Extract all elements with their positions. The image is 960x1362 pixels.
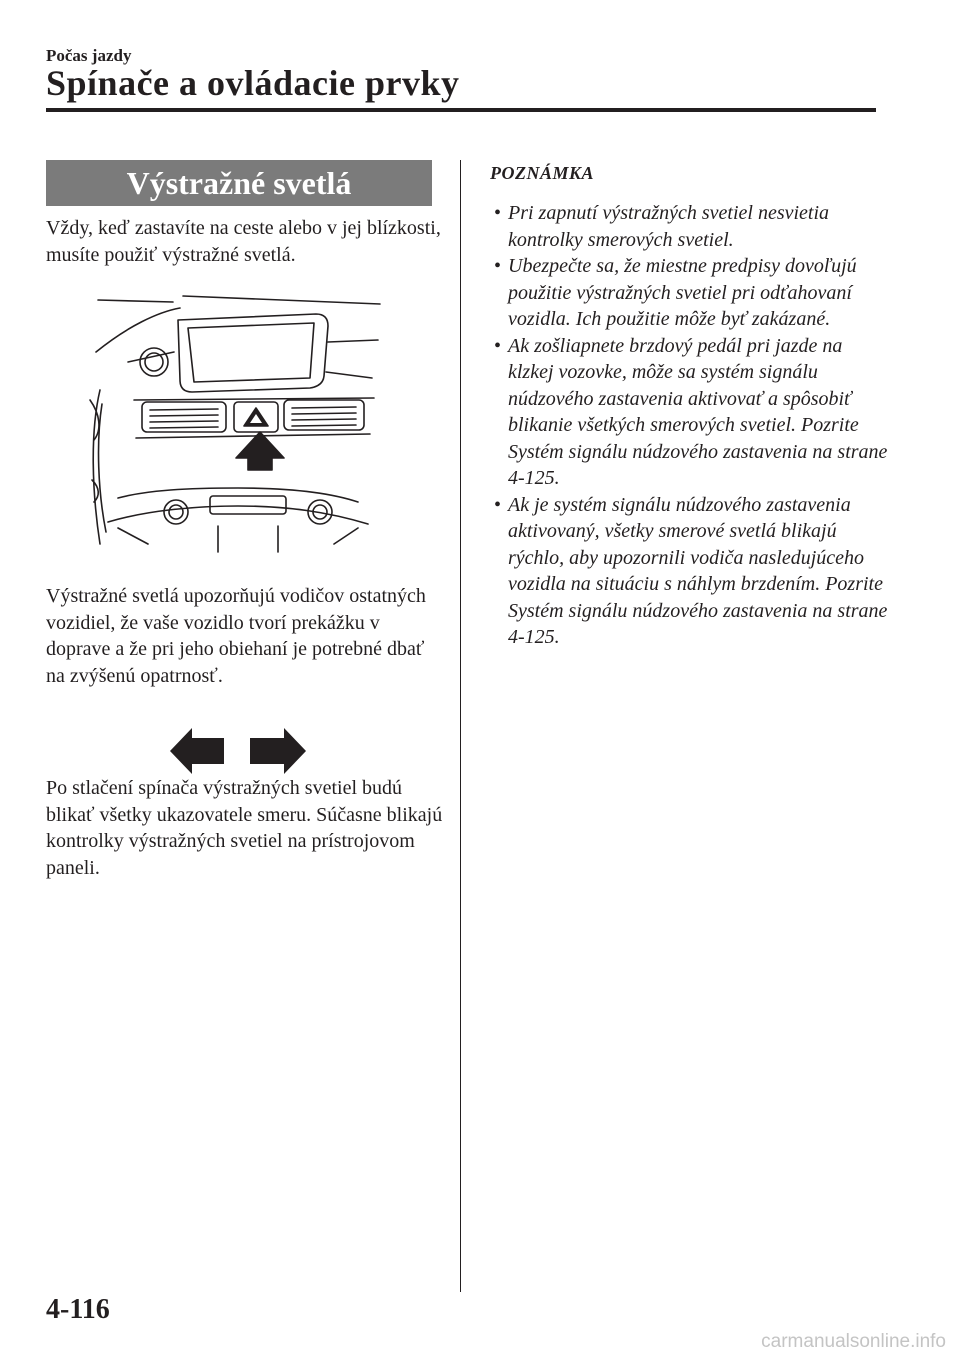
breadcrumb: Počas jazdy [46,46,132,65]
note-item-text: Pri zapnutí výstražných svetiel nesvietia kontrolky smerových svetiel. [508,202,830,251]
note-item [490,253,890,333]
page-title: Spínače a ovládacie prvky [46,63,460,103]
note-item-text: Ak zošliapnete brzdový pedál pri jazde na klzkej vozovke, môže sa systém signálu núdzového zastavenia aktivovať a spôsobiť blikanie všetkých smerových svetiel. Pozrite Systém signálu núdzového zastavenia na strane 4-125. [508,334,888,489]
note-item [490,333,890,492]
description-paragraph: Výstražné svetlá upozorňujú vodičov ostatných vozidiel, že vaše vozidlo tvorí prekážku v doprave a že pri jeho obiehaní je potrebné dbať na zvýšenú opatrnosť. [46,585,426,687]
bullet-icon: • [494,255,502,277]
note-heading: POZNÁMKA [490,163,595,183]
note-item-text: Ubezpečte sa, že miestne predpisy dovoľujú použitie výstražných svetiel pri odťahovaní vozidla. Ich použitie môže byť zakázané. [508,255,857,330]
hazard-switch-dashboard-illustration [88,292,388,559]
note-item-text: Ak je systém signálu núdzového zastavenia aktivovaný, všetky smerové svetlá blikajú rýchlo, aby upozornili vodiča nasledujúceho vozidla na situáciu s náhlym brzdením. Pozrite Systém signálu núdzového zastavenia na strane 4-125. [508,493,888,648]
intro-paragraph: Vždy, keď zastavíte na ceste alebo v jej blízkosti, musíte použiť výstražné svetlá. [46,217,441,266]
page-number: 4-116 [46,1294,110,1325]
note-list [490,200,890,651]
turn-signal-arrows-icon [170,728,306,779]
operation-paragraph: Po stlačení spínača výstražných svetiel budú blikať všetky ukazovatele smeru. Súčasne blikajú kontrolky výstražných svetiel na prístrojovom paneli. [46,777,443,879]
section-title: Výstražné svetlá [46,160,432,206]
note-item [490,200,890,253]
header-rule [46,108,876,112]
bullet-icon: • [494,493,502,516]
watermark[interactable]: carmanualsonline.info [761,1331,946,1352]
bullet-icon: • [494,202,502,224]
bullet-icon: • [494,334,502,357]
column-divider [460,160,461,1292]
note-item [490,492,890,651]
